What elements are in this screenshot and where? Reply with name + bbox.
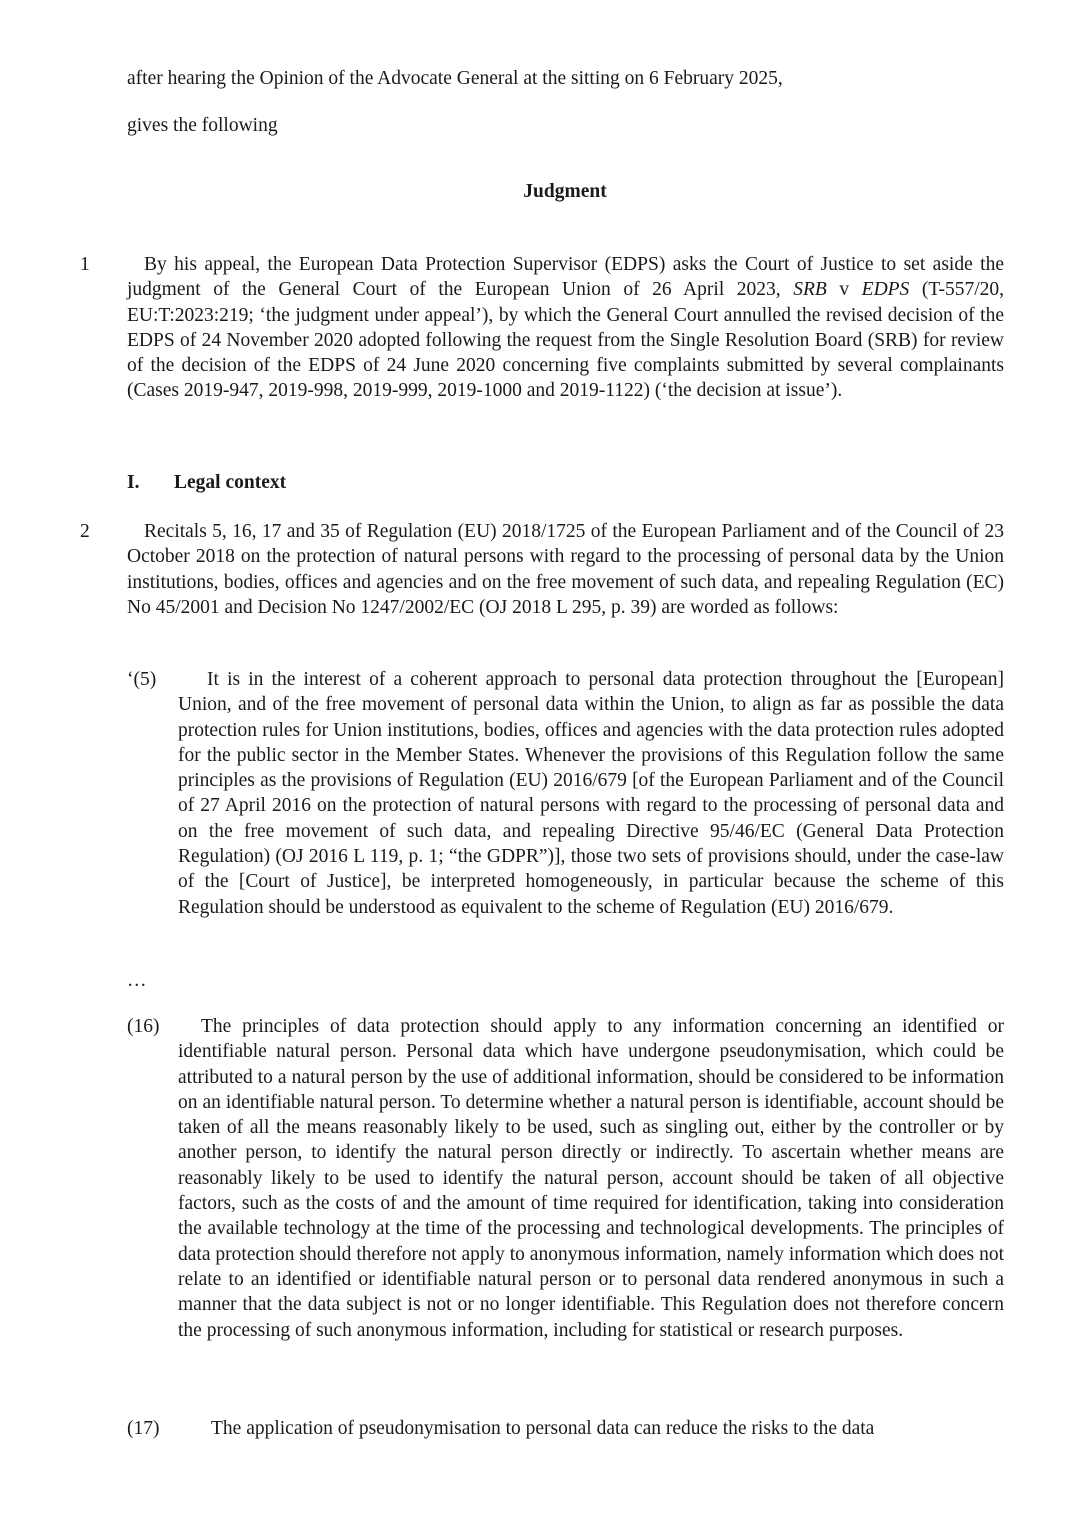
paragraph-1-text-end: (T-557/20, EU:T:2023:219; ‘the judgment under appeal’), by which the General Court annulled the revised decision of the EDPS of 24 November 2020 adopted following the request from the Single Resolution Board (SRB) for review of the decision of the EDPS of 24 June 2020 concerning five complaints submitted by several complainants (Cases 2019-947, 2019-998, 2019-999, 2019-1000 and 2019-1122) (‘the decision at issue’). bbox=[127, 279, 1005, 402]
section-heading bbox=[127, 472, 286, 494]
paragraph-number: 1 bbox=[80, 254, 90, 275]
case-party-srb: SRB bbox=[793, 279, 827, 301]
intro-line-gives: gives the following bbox=[127, 115, 278, 136]
recital-16 bbox=[178, 1014, 1004, 1343]
ellipsis: … bbox=[127, 970, 147, 991]
intro-line-opinion: after hearing the Opinion of the Advocate General at the sitting on 6 February 2025, bbox=[127, 68, 783, 89]
recital-17-text: The application of pseudonymisation to personal data can reduce the risks to the data bbox=[211, 1418, 875, 1439]
case-versus: v bbox=[826, 279, 862, 301]
recital-16-text: The principles of data protection should apply to any information concerning an identified or identifiable natural person. Personal data which have undergone pseudonymisation, which could be attributed to a natural person by the use of additional information, should be considered to be information on an identifiable natural person. To determine whether a natural person is identifiable, account should be taken of all the means reasonably likely to be used, such as singling out, either by the controller or by another person, to identify the natural person directly or indirectly. To ascertain whether means are reasonably likely to be used to identify the natural person, account should be taken of all objective factors, such as the costs of and the amount of time required for identification, taking into consideration the available technology at the time of the processing and technological developments. The principles of data protection should therefore not apply to anonymous information, namely information which does not relate to an identified or identifiable natural person or to personal data rendered anonymous in such a manner that the data subject is not or no longer identifiable. This Regulation does not therefore concern the processing of such anonymous information, including for statistical or research purposes. bbox=[178, 1016, 1004, 1341]
paragraph-number: 2 bbox=[80, 521, 90, 542]
recital-5 bbox=[178, 667, 1004, 920]
recital-number: (16) bbox=[127, 1016, 160, 1037]
paragraph-2-text: Recitals 5, 16, 17 and 35 of Regulation (EU) 2018/1725 of the European Parliament and of the Council of 23 October 2018 on the protection of natural persons with regard to the processing of personal data by the Union institutions, bodies, offices and agencies and on the free movement of such data, and repealing Regulation (EC) No 45/2001 and Decision No 1247/2002/EC (OJ 2018 L 295, p. 39) are worded as follows: bbox=[127, 521, 1004, 618]
section-title: Legal context bbox=[174, 472, 287, 493]
case-party-edps: EDPS bbox=[861, 279, 910, 301]
recital-17 bbox=[178, 1416, 1004, 1441]
paragraph-1-text-start: By his appeal, the European Data Protection Supervisor (EDPS) asks the Court of Justice to set aside the judgment of the General Court of the European Union of 26 April 2023, bbox=[127, 254, 1004, 301]
recital-number: ‘(5) bbox=[127, 669, 157, 690]
recital-number: (17) bbox=[127, 1418, 160, 1439]
page-title: Judgment bbox=[523, 181, 607, 202]
paragraph-2 bbox=[127, 519, 1004, 620]
paragraph-1 bbox=[127, 252, 1004, 404]
section-number: I. bbox=[127, 472, 140, 493]
recital-5-text: It is in the interest of a coherent approach to personal data protection throughout the [European] Union, and of the free movement of personal data within the Union, to align as far as possible the data protection rules for Union institutions, bodies, offices and agencies with the data protection rules adopted for the public sector in the Member States. Whenever the provisions of this Regulation follow the same principles as the provisions of Regulation (EU) 2016/679 [of the European Parliament and of the Council of 27 April 2016 on the protection of natural persons with regard to the processing of personal data and on the free movement of such data, and repealing Directive 95/46/EC (General Data Protection Regulation) (OJ 2016 L 119, p. 1; “the GDPR”)], those two sets of provisions should, under the case-law of the [Court of Justice], be interpreted homogeneously, in particular because the scheme of this Regulation should be understood as equivalent to the scheme of Regulation (EU) 2016/679. bbox=[178, 669, 1004, 918]
